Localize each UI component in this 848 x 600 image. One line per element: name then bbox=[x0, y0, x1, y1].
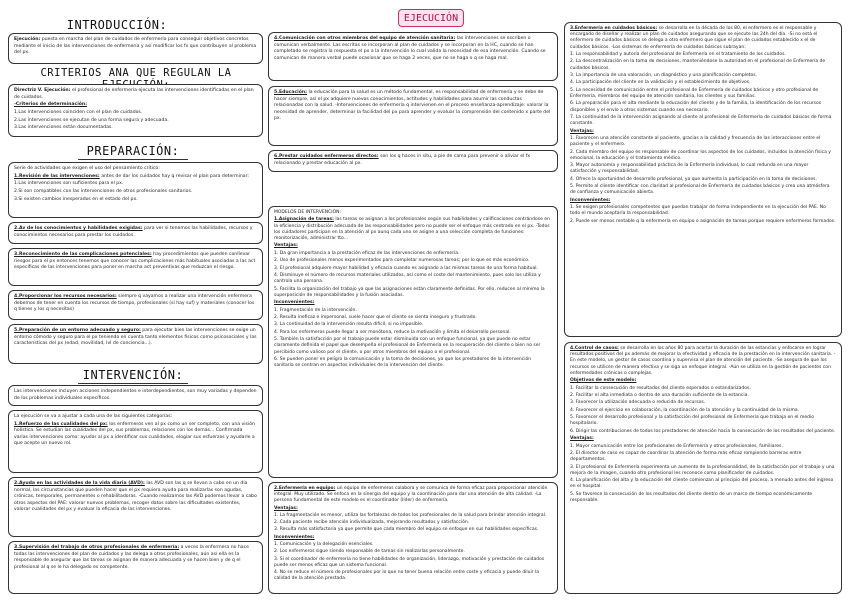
p2-text: para ver si tenemos las habilidades, recursos y conocimientos necesarios para prestar los cuidados. bbox=[14, 226, 253, 238]
r3-text: se desarrolla en la década de los 80, el enfermero es el responsable y encargado de diseñar y realizar un plan de cuidados asegurando que se ejecute las 24h del día. -Si no está el enfermero de cuidados básicos se delega a otro enfermero que sigue el plan de cuidados establecido x el de cuidados básicos. -Los sistemas de enfermería de cuidados básicos subrayan: bbox=[570, 26, 818, 50]
intervencion-c3-box bbox=[8, 541, 263, 594]
r4-objetivo: 2. Facilitar el alta inmediata o dentro de una duración suficiente de la estancia. bbox=[570, 392, 749, 398]
mod1-ventaja: 5. Facilita la organización del trabajo ya que las asignaciones están claramente definidas. Por ello, reducen al mínimo la superposición de responsabilidades y la fusión asociadas. bbox=[274, 286, 545, 298]
preparacion-intro: Serie de actividades que exigen el uso del pensamiento crítico: bbox=[14, 166, 160, 171]
mod1-inconveniente: 6. Se pueden poner en peligro la comunicación y la toma de decisiones, ya que los prestadores de la intervención sanitaria se centran en aspectos individuales de la intervención del cliente. bbox=[274, 356, 532, 369]
mod1-inconvenientes: Inconvenientes: bbox=[274, 300, 315, 306]
title-introduccion bbox=[62, 18, 172, 34]
r3-item: 4. La participación del cliente en la validación y el establecimiento de objetivos. bbox=[570, 80, 751, 86]
c1-head: 1.Refuerzo de las cualidades del px: bbox=[14, 421, 108, 427]
c2-head: 2.Ayuda en las actividades de la vida diaria (AVD): bbox=[14, 481, 145, 486]
intervencion-intro: Las intervenciones incluyen acciones independientes e interdependientes, son muy variadas y dependen de los problemas individuales específicos. bbox=[14, 389, 257, 401]
c3-text: a veces la enfermera no hace todas las intervenciones del plan de cuidados y las delega a otros profesionales, aún así ella es la responsable de asegurar que las tareas se asignan de manera adecuada y se hacen bien y de q el profesional al q se le ha delegado es competente. bbox=[14, 545, 249, 570]
models-title: MODELOS DE INTERVENCIÓN: bbox=[274, 210, 341, 215]
r3-ventaja: 3. Mayor autonomía y responsabilidad práctica de la Enfermería individual, lo cual redunda en una mayor satisfacción y responsabilidad. bbox=[570, 163, 809, 175]
title-preparacion bbox=[78, 144, 188, 160]
r4-objetivo: 3. Favorecer la utilización adecuada o reducida de recursos. bbox=[570, 400, 706, 406]
mod2-inconveniente: 3. Si el coordinador de enfermería no tiene habilidades de organización, liderazgo, motivación y prestación de cuidados puede ser menos eficaz que un sistema funcional. bbox=[274, 556, 545, 568]
model2-box bbox=[268, 482, 558, 594]
mod2-ventaja: 1. La fragmentación es menor, utiliza las fortalezas de todos los profesionales de la salud para brindar atención integral. bbox=[274, 512, 547, 518]
mod1-inconveniente: 5. También la satisfacción por el trabajo puede estar disminuida con un enfoque funcional, ya que puede no estar claramente definida el papel que desempeña el profesional de Enfermería en la recuperación del cliente o bien no ser percibido como valioso por el cliente, o por otros miembros del equipo o el profesional. bbox=[274, 337, 541, 355]
m4-text: las intervenciones se escriben o comunican verbalmente. Las escritas se incorporan al plan de cuidados y se incorporan en la HC, cuando se han completado se registra la respuesta el px a la intervención lo cual valida la necesidad de esa intervención. Cuando se comunican de manera verbal puede ocasionar que se haga 2 veces, que no se haga o q se haga mal. bbox=[274, 36, 546, 61]
p1-item: 1.Las intervenciones son suficientes para el px. bbox=[14, 181, 124, 187]
title-intervencion bbox=[78, 368, 188, 384]
r4-head: 4.Control de casos: bbox=[570, 346, 619, 351]
criterios-head: Directriz V. Ejecución: bbox=[14, 88, 71, 93]
preparacion-p5-box bbox=[8, 324, 263, 364]
r4-objetivos: Objetivos de este modelo: bbox=[570, 378, 637, 384]
r3-inconveniente: 2. Puede ser menos rentable q la enfermería en equipo o asignación de tareas porque requiere enfermeros formados. bbox=[570, 218, 836, 224]
mod1-text: las tareas se asignan a los profesionales según sus habilidades y calificaciones centrándose en la eficiencia y distribución adecuada de las responsabilidades pero no puede ser el enfoque más centrado en el px. -Todos los cuidadores participan en la atención al px aunq cada uno se asigne a una selección completa de funciones: monitorización, administrar tto... bbox=[274, 217, 550, 241]
mod1-inconveniente: 2. Resulta ineficaz e impersonal, suele hacer que el cliente se sienta inseguro y frustrado. bbox=[274, 314, 477, 320]
r3-item: 3. La importancia de una valoración, un diagnóstico y una planificación completos. bbox=[570, 72, 758, 78]
models-box bbox=[268, 206, 558, 478]
mod1-ventajas: Ventajas: bbox=[274, 243, 298, 249]
mod1-inconveniente: 4. Para los enfermeros puede llegar a ser monótona, reduce la motivación y limita el desarrollo personal. bbox=[274, 329, 511, 335]
r4-text: se desarrolla en los años 80 para acortar la duración de las estancias y enfocarse en lograr resultados positivos del px además de mejorar la efectividad y eficacia de la prestación en la intervención sanitaria. -En este modelo, un gestor de casos coordina y supervisa el plan de atención del paciente. -Se asegura de que los recursos se utilicen de manera efectiva y se siga un enfoque integral. -Aún se utiliza en la gestión de pacientes con enfermedades crónicas o complejas. bbox=[570, 346, 836, 376]
r3-ventaja: 1. Favorecen una atención constante al paciente, gracias a la calidad y frecuencia de las interacciones entre el paciente y el enfermero. bbox=[570, 135, 821, 148]
title-text: PREPARACIÓN: bbox=[86, 144, 180, 158]
p3-head: 3.Reconocimiento de las complicaciones potenciales: bbox=[14, 252, 152, 257]
r3-inconveniente: 1. Se exigen profesionales competentes que puedan trabajar de forma independiente en la ejecución del PAE. No todo el mundo aceptaría la responsabilidad. bbox=[570, 205, 826, 217]
mod2-ventaja: 3. Resulta más satisfactoria ya que permite que cada miembro del equipo se enfoque en sus habilidades específicas. bbox=[274, 527, 539, 533]
title-text: INTERVENCIÓN: bbox=[82, 368, 184, 382]
m5-head: 5.Educación: bbox=[274, 90, 308, 95]
title-text: CRITERIOS ANA QUE REGULAN LA bbox=[40, 67, 232, 79]
mod1-ventaja: 2. Uso de profesionales menos experimentados para completar numerosas tareas; por lo que es más económico. bbox=[274, 258, 530, 264]
p5-text: para ejecutar bien las intervenciones se exige un entorno cómodo y seguro para el px teniendo en cuenta tanto elementos físicos como psicosociales y las características del px (edad, movilidad, lvl de conciencia...). bbox=[14, 328, 257, 347]
mod1-inconveniente: 1. Fragmentación de la intervención. bbox=[274, 307, 357, 313]
mod1-ventaja: 4. Disminuye el número de recursos materiales utilizados, así como el coste del mantenimiento, pues solo los utiliza y controla una persona. bbox=[274, 272, 541, 285]
mod1-ventaja: 1. Da gran importancia a la prestación eficaz de las intervenciones de enfermería. bbox=[274, 250, 460, 256]
mod2-ventaja: 2. Cada paciente recibe atención individualizada, mejorando resultados y satisfacción. bbox=[274, 520, 470, 526]
criterios-box bbox=[8, 84, 263, 137]
criterios-sub: -Criterios de determinación: bbox=[14, 102, 88, 108]
mod2-head: 2.Enfermería en equipo: bbox=[274, 486, 336, 491]
criterio-item: 3.Las intervenciones están documentadas. bbox=[14, 125, 113, 131]
p2-head: 2.Av de los conocimientos y habilidades exigidas: bbox=[14, 226, 143, 231]
p1-item: 3.Si existen cambios inesperados en el estado del px. bbox=[14, 196, 138, 202]
r3-item: 2. La descentralización en la toma de decisiones, manteniéndose la autoridad en el profesional de Enfermería de cuidados básicos. bbox=[570, 59, 826, 71]
r4-ventaja: 5. Se favorece la consecución de los resultados del cliente dentro de un marco de tiempo económicamente responsable. bbox=[570, 491, 813, 503]
intervencion-c1-box bbox=[8, 410, 263, 473]
r4-objetivo: 6. Dirigir las contribuciones de todos los prestadores de atención hacia la consecución de los resultados del paciente. bbox=[570, 428, 836, 434]
preparacion-intro-box bbox=[8, 162, 263, 218]
mod2-inconvenientes: Inconvenientes: bbox=[274, 534, 315, 540]
r3-item: 7. La continuidad de la intervención asignando al cliente al profesional de Enfermería de cuidados básicos de forma constante. bbox=[570, 114, 832, 127]
r3-ventaja: 5. Permite al cliente identificar con claridad al profesional de Enfermería de cuidados básicos y crea una atmósfera de confianza y comunicación abierta. bbox=[570, 184, 830, 196]
right-r4-box bbox=[564, 342, 842, 594]
middle-m4-box bbox=[268, 32, 558, 81]
r4-ventaja: 2. El director de caso es capaz de coordinar la atención de forma más eficaz rompiendo barreras entre departamentos. bbox=[570, 450, 802, 463]
r4-ventajas: Ventajas: bbox=[570, 436, 594, 442]
middle-m5-box bbox=[268, 86, 558, 146]
m4-head: 4.Comunicación con otros miembros del equipo de atención sanitaria: bbox=[274, 36, 456, 41]
r3-ventajas: Ventajas: bbox=[570, 128, 594, 134]
mod1-head: 1.Asignación de tareas: bbox=[274, 217, 334, 223]
r3-item: 1. La responsabilidad y autoría del profesional de Enfermería en el tratamiento de los cuidados. bbox=[570, 52, 786, 57]
criterio-item: 1.Las intervenciones coinciden con el plan de cuidados. bbox=[14, 109, 143, 115]
c1-text: los enfermeros ven al px como un ser completo, con una visión holística. Se estudian las cualidades del px, sus problemas, relaciones con los demás... Confirmada varias intervenciones como: ayudar al px a identificar sus cualidades, elogiar sus esfuerzos y ayudarle a que acepte un nuevo rol. bbox=[14, 421, 255, 447]
p4-text: siempre q vayamos a realizar una intervención enfermera debemos de tener en cuenta los recursos de tiempo, profesionales (si hay suf) y materiales (conocer los q tienes y los q necesitas) bbox=[14, 294, 255, 313]
intervencion-c2-box bbox=[8, 477, 263, 537]
r4-ventaja: 1. Mayor comunicación entre los profesionales de Enfermería y otros profesionales, familiares. bbox=[570, 443, 783, 449]
r3-item: 6. La preparación para el alta mediante la educación del cliente y de la familia, la identificación de los recursos disponibles y el envío a otros sistemas cuando sea necesario. bbox=[570, 101, 822, 113]
intervencion-intro-box bbox=[8, 385, 263, 406]
preparacion-p4-box bbox=[8, 290, 263, 320]
mod1-ventaja: 3. El profesional adquiere mayor habilidad y eficacia cuando es asignado a las mismas tareas de una forma habitual. bbox=[274, 265, 538, 271]
mod2-inconveniente: 4. No se reduce el número de profesionales por lo que no tener buena relación entre coste y eficacia y puede diluir la calidad de la atención prestada. bbox=[274, 570, 540, 582]
criterios-text: el profesional de enfermería ejecuta las intervenciones identificadas en el plan de cuidados. bbox=[14, 88, 254, 100]
r4-ventaja: 3. El profesional de Enfermería experimenta un aumento de la profesionalidad, de la satisfacción por el trabajo y una mejora de la imagen, cuando otro profesional les reconoce como planificador de cuidados. bbox=[570, 464, 835, 476]
middle-m6-box bbox=[268, 150, 558, 172]
r4-objetivo: 4. Favorecer el ejercicio en colaboración, la coordinación de la atención y la continuidad de la misma. bbox=[570, 407, 800, 413]
p1-item: 2.Si son compatibles con las intervenciones de otros profesionales sanitarios. bbox=[14, 189, 193, 195]
r4-objetivo: 5. Favorecer el desarrollo profesional y la satisfacción del profesional de Enfermería que trabaja en el medio hospitalario. bbox=[570, 415, 814, 427]
c3-head: 3.Supervisión del trabajo de otros profesionales de enfermería: bbox=[14, 545, 180, 550]
c2-text: las AVD son las q se llevan a cabo en un día normal, las circunstancias que pueden hacer que el px requiera ayuda para realizarlas son agudas, crónicas, temporales, permanentes o rehabilitadoras. -Cuando realizamos las AVD podemos llevar a cabo otros aspectos del PAE: valorar nuevos problemas, recoger datos sobre las dificultades existentes, valorar cualidades del px y evaluar la eficacia de las intervenciones. bbox=[14, 481, 257, 513]
mod1-inconveniente: 3. La continuidad de la intervención resulta difícil, si no imposible. bbox=[274, 322, 424, 328]
p1-text: antes de dar los cuidados hay q revisar el plan para determinar: bbox=[99, 173, 249, 179]
r3-item: 5. La necesidad de comunicación entre el profesional de Enfermería de cuidados básicos y otro profesional de Enfermería, miembros del equipo de atención sanitaria, los clientes y sus familias. bbox=[570, 87, 819, 99]
r3-head: 3.Enfermería en cuidados básicos: bbox=[570, 26, 658, 31]
r3-inconvenientes: Inconvenientes: bbox=[570, 197, 611, 203]
ejecucion-title: EJECUCIÓN bbox=[398, 9, 464, 27]
mod2-ventajas: Ventajas: bbox=[274, 505, 298, 511]
mod2-inconveniente: 2. Los enfermeros sigue siendo responsable de tareas sin realizarlas personalmente. bbox=[274, 549, 465, 555]
intro-head: Ejecución: bbox=[14, 37, 41, 42]
title-text: INTRODUCCIÓN: bbox=[66, 18, 168, 32]
r3-ventaja: 2. Cada miembro del equipo es responsable de coordinar los aspectos de los cuidados, incluidos la atención física y emocional, la educación y el tratamiento médico. bbox=[570, 149, 831, 161]
right-r3-box bbox=[564, 22, 842, 337]
mod2-inconveniente: 1. Comunicación y la delegación esenciales. bbox=[274, 542, 374, 547]
intro-text: puesta en marcha del plan de cuidados de enfermería para conseguir objetivos concretos mediante el inicio de las intervenciones de enfermería y así modificar los fx que contribuyen al problema del px. bbox=[14, 37, 257, 56]
m6-head: 6.Prestar cuidados enfermeros directos: bbox=[274, 154, 379, 159]
p1-head: 1.Revisión de las intervenciones: bbox=[14, 173, 100, 179]
preparacion-p3-box bbox=[8, 248, 263, 286]
r3-ventaja: 4. Ofrece la oportunidad de desarrollo profesional, ya que aumenta la participación en la toma de decisiones. bbox=[570, 176, 817, 182]
p4-head: 4.Proporcionar los recursos necesarios: bbox=[14, 294, 117, 299]
p3-text: hay procedimientos que pueden conllevar riesgos para el px entonces tenemos que conocer las complicaciones más habituales asociadas a las act específicas de las intervenciones para poner en marcha act preventivas que reduzcan el riesgo. bbox=[14, 252, 256, 271]
criterio-item: 2.Las intervenciones se ejecutan de una forma segura y adecuada. bbox=[14, 117, 169, 123]
mod2-text: un equipo de enfermeros colabora y se comunica de forma eficaz para proporcionar atención integral. Muy utilizado. Se enfoca en la sinergia del equipo y la coordinación para dar una atención de alta calidad. -La persona fundamental de este modelo es el coordinador (líder) de enfermería. bbox=[274, 486, 548, 504]
intervencion-p0: La ejecución se va a ajustar a cada una de las siguientes categorías: bbox=[14, 414, 173, 419]
r4-objetivo: 1. Facilitar la consecución de resultados del cliente esperados o estandarizados. bbox=[570, 385, 751, 391]
intro-box bbox=[8, 33, 263, 64]
preparacion-p2-box bbox=[8, 222, 263, 244]
p5-head: 5.Preparación de un entorno adecuado y seguro: bbox=[14, 328, 141, 333]
m6-text: son los q haces in situ, a pie de cama para prevenir o aliviar el fx relacionado y prestar educación al px. bbox=[274, 154, 531, 166]
r4-ventaja: 4. La planificación del alta y la educación del cliente comienzan al principio del proceso, a menudo antes del ingreso en el hospital. bbox=[570, 478, 834, 490]
m5-text: la educación para la salud es un método fundamental, es responsabilidad de enfermería y se debe de hacer siempre, así el px adquiere nuevos conocimientos, actitudes y habilidades para asumir las conductas relacionadas con la salud. -Intervenciones de enfermería q intervienen en el proceso enseñanza-aprendizaje: valorar la necesidad de aprender, determinar la facilidad del px para aprender y evaluar la comprensión del contenido x parte del px. bbox=[274, 90, 551, 122]
